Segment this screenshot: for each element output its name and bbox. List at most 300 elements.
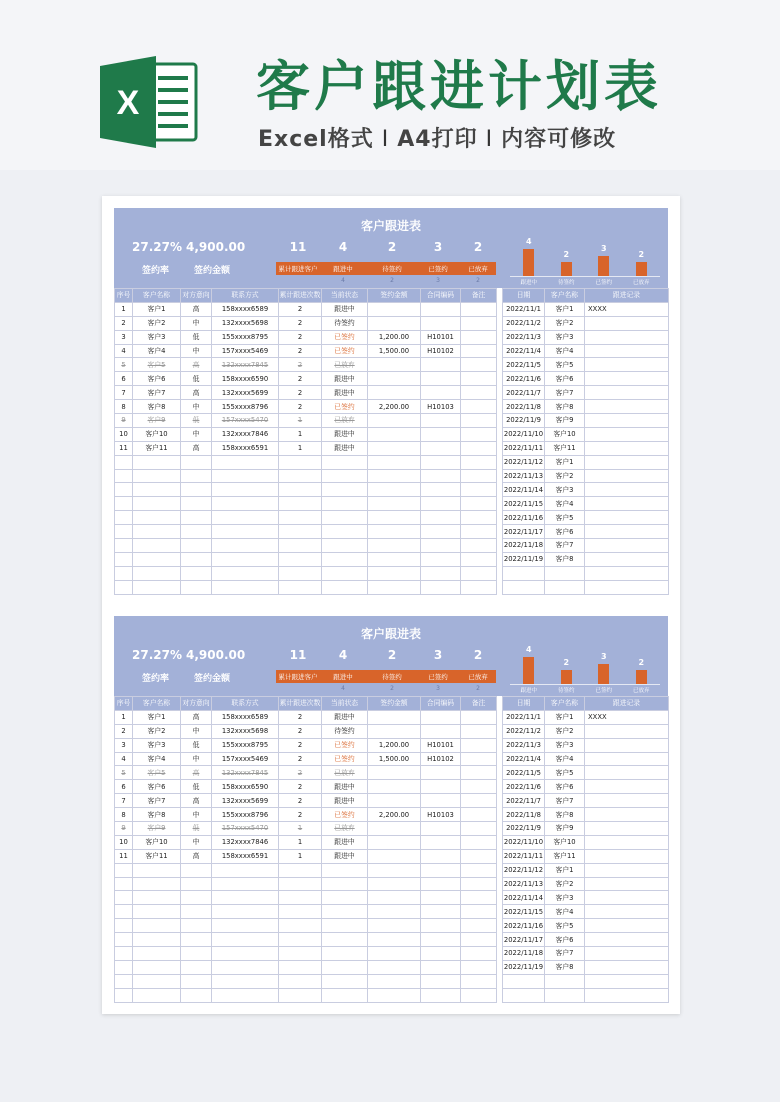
table-cell[interactable]: H10102 [421,752,461,766]
log-cell[interactable] [585,863,669,877]
table-row[interactable] [115,766,497,780]
table-cell[interactable] [421,863,461,877]
log-cell[interactable] [585,539,669,553]
table-cell[interactable]: 客户5 [133,766,181,780]
table-row[interactable] [115,552,497,566]
table-cell[interactable]: H10101 [421,330,461,344]
log-cell[interactable]: 2022/11/11 [503,849,545,863]
table-row[interactable] [115,877,497,891]
table-row[interactable] [115,566,497,580]
log-row[interactable] [503,933,669,947]
log-cell[interactable]: 客户5 [545,511,585,525]
log-cell[interactable]: 客户7 [545,947,585,961]
log-row[interactable] [503,539,669,553]
table-cell[interactable] [279,525,322,539]
table-row[interactable] [115,947,497,961]
table-cell[interactable]: 客户7 [133,386,181,400]
table-cell[interactable] [461,497,497,511]
log-cell[interactable]: 2022/11/9 [503,414,545,428]
log-cell[interactable]: 2022/11/3 [503,330,545,344]
table-cell[interactable]: 客户1 [133,302,181,316]
log-row[interactable] [503,849,669,863]
table-cell[interactable] [279,960,322,974]
table-cell[interactable]: 132xxxx7845 [212,358,279,372]
table-cell[interactable] [181,525,212,539]
log-cell[interactable]: 客户6 [545,372,585,386]
table-cell[interactable]: 高 [181,441,212,455]
table-row[interactable] [115,905,497,919]
table-cell[interactable]: 中 [181,835,212,849]
table-cell[interactable] [461,710,497,724]
table-cell[interactable]: H10102 [421,344,461,358]
table-cell[interactable]: 客户8 [133,400,181,414]
table-cell[interactable] [421,316,461,330]
table-cell[interactable]: 中 [181,344,212,358]
log-cell[interactable]: 2022/11/18 [503,947,545,961]
log-row[interactable] [503,344,669,358]
log-cell[interactable] [545,974,585,988]
table-cell[interactable] [421,794,461,808]
log-cell[interactable]: 客户7 [545,794,585,808]
table-cell[interactable]: 8 [115,400,133,414]
table-cell[interactable] [421,552,461,566]
log-cell[interactable]: 客户8 [545,808,585,822]
log-cell[interactable] [585,511,669,525]
table-cell[interactable] [115,469,133,483]
table-cell[interactable] [212,933,279,947]
table-cell[interactable]: 158xxxx6591 [212,849,279,863]
log-row[interactable] [503,835,669,849]
log-cell[interactable] [585,427,669,441]
table-cell[interactable] [115,497,133,511]
log-cell[interactable] [585,316,669,330]
table-cell[interactable] [461,780,497,794]
table-cell[interactable]: 3 [115,330,133,344]
log-cell[interactable]: 客户3 [545,891,585,905]
log-cell[interactable] [585,960,669,974]
table-cell[interactable]: 客户4 [133,752,181,766]
table-cell[interactable] [212,469,279,483]
table-cell[interactable] [461,933,497,947]
table-cell[interactable] [279,947,322,961]
table-cell[interactable] [421,414,461,428]
table-cell[interactable] [115,552,133,566]
table-cell[interactable]: 客户9 [133,822,181,836]
table-cell[interactable] [181,483,212,497]
log-cell[interactable] [585,738,669,752]
table-cell[interactable] [421,483,461,497]
table-cell[interactable] [368,919,421,933]
log-cell[interactable] [585,386,669,400]
log-cell[interactable] [585,469,669,483]
table-cell[interactable] [421,580,461,594]
log-cell[interactable] [585,752,669,766]
table-cell[interactable] [368,905,421,919]
table-cell[interactable] [461,738,497,752]
table-cell[interactable] [322,863,368,877]
table-cell[interactable]: 中 [181,400,212,414]
table-cell[interactable] [461,849,497,863]
table-cell[interactable] [212,566,279,580]
table-cell[interactable] [181,511,212,525]
table-cell[interactable]: 高 [181,710,212,724]
log-cell[interactable]: 2022/11/2 [503,724,545,738]
log-cell[interactable]: 客户9 [545,822,585,836]
table-row[interactable] [115,752,497,766]
log-cell[interactable]: 2022/11/13 [503,469,545,483]
table-cell[interactable] [115,960,133,974]
table-cell[interactable] [115,919,133,933]
table-cell[interactable] [115,539,133,553]
table-cell[interactable] [133,933,181,947]
table-cell[interactable]: 已放弃 [322,822,368,836]
table-cell[interactable] [368,539,421,553]
table-cell[interactable] [421,455,461,469]
table-cell[interactable] [279,891,322,905]
log-row[interactable] [503,497,669,511]
table-cell[interactable]: 132xxxx5698 [212,316,279,330]
table-cell[interactable] [461,877,497,891]
log-cell[interactable]: 客户11 [545,441,585,455]
table-cell[interactable] [461,344,497,358]
table-cell[interactable]: 157xxxx5470 [212,822,279,836]
table-row[interactable] [115,330,497,344]
log-cell[interactable] [503,974,545,988]
table-cell[interactable]: 158xxxx6590 [212,780,279,794]
log-cell[interactable]: 客户6 [545,525,585,539]
table-row[interactable] [115,525,497,539]
table-cell[interactable] [322,960,368,974]
log-row[interactable] [503,427,669,441]
table-cell[interactable] [368,849,421,863]
log-cell[interactable] [503,988,545,1002]
log-cell[interactable]: 2022/11/10 [503,427,545,441]
log-row[interactable] [503,808,669,822]
log-cell[interactable]: 客户10 [545,835,585,849]
table-cell[interactable] [133,947,181,961]
table-cell[interactable] [461,511,497,525]
log-row[interactable] [503,414,669,428]
log-cell[interactable]: 客户4 [545,752,585,766]
table-cell[interactable] [461,441,497,455]
table-cell[interactable] [115,891,133,905]
table-cell[interactable]: 待签约 [322,724,368,738]
table-cell[interactable] [322,919,368,933]
table-cell[interactable]: H10103 [421,400,461,414]
log-cell[interactable]: 2022/11/8 [503,808,545,822]
log-cell[interactable] [585,780,669,794]
table-cell[interactable]: 跟进中 [322,710,368,724]
table-cell[interactable] [212,525,279,539]
table-cell[interactable] [461,724,497,738]
table-cell[interactable] [115,580,133,594]
table-cell[interactable] [115,905,133,919]
table-cell[interactable]: 155xxxx8795 [212,330,279,344]
table-cell[interactable]: 2 [279,400,322,414]
log-cell[interactable]: 客户1 [545,302,585,316]
table-cell[interactable] [368,974,421,988]
log-cell[interactable]: 2022/11/7 [503,386,545,400]
table-cell[interactable] [115,566,133,580]
table-cell[interactable] [212,483,279,497]
table-cell[interactable] [322,974,368,988]
table-cell[interactable]: 2 [279,330,322,344]
table-row[interactable] [115,316,497,330]
log-cell[interactable] [585,344,669,358]
table-cell[interactable] [461,822,497,836]
table-cell[interactable]: 11 [115,441,133,455]
table-cell[interactable] [181,566,212,580]
table-cell[interactable] [212,580,279,594]
table-cell[interactable]: 155xxxx8796 [212,808,279,822]
log-cell[interactable]: 客户7 [545,386,585,400]
table-row[interactable] [115,794,497,808]
table-cell[interactable]: 2 [115,724,133,738]
table-cell[interactable]: 客户10 [133,427,181,441]
log-cell[interactable] [585,414,669,428]
log-row[interactable] [503,738,669,752]
table-row[interactable] [115,780,497,794]
table-cell[interactable]: 高 [181,358,212,372]
table-cell[interactable]: 客户2 [133,724,181,738]
table-row[interactable] [115,455,497,469]
log-cell[interactable]: 2022/11/15 [503,497,545,511]
log-cell[interactable]: 2022/11/9 [503,822,545,836]
log-row[interactable] [503,905,669,919]
table-cell[interactable]: 跟进中 [322,441,368,455]
table-cell[interactable] [461,891,497,905]
table-cell[interactable] [133,539,181,553]
table-cell[interactable] [368,511,421,525]
table-cell[interactable] [421,988,461,1002]
log-cell[interactable] [585,372,669,386]
table-cell[interactable]: 跟进中 [322,780,368,794]
log-cell[interactable]: 2022/11/5 [503,766,545,780]
log-cell[interactable] [585,988,669,1002]
log-row[interactable] [503,525,669,539]
table-cell[interactable]: 2 [279,344,322,358]
table-cell[interactable] [133,877,181,891]
table-cell[interactable] [133,919,181,933]
table-cell[interactable]: 1,500.00 [368,752,421,766]
table-row[interactable] [115,919,497,933]
table-cell[interactable] [133,580,181,594]
log-cell[interactable] [585,497,669,511]
table-cell[interactable] [115,455,133,469]
table-cell[interactable] [461,794,497,808]
table-cell[interactable] [212,988,279,1002]
table-cell[interactable] [279,566,322,580]
table-cell[interactable] [368,441,421,455]
table-cell[interactable]: 高 [181,849,212,863]
table-cell[interactable] [133,988,181,1002]
table-cell[interactable] [279,919,322,933]
table-row[interactable] [115,427,497,441]
table-cell[interactable]: 1 [279,441,322,455]
table-cell[interactable] [212,947,279,961]
table-cell[interactable]: 2 [279,358,322,372]
table-cell[interactable] [115,483,133,497]
log-cell[interactable]: 2022/11/12 [503,455,545,469]
table-cell[interactable] [279,877,322,891]
table-cell[interactable]: 9 [115,822,133,836]
table-cell[interactable] [181,863,212,877]
table-cell[interactable] [421,710,461,724]
log-row[interactable] [503,919,669,933]
table-cell[interactable] [461,330,497,344]
table-cell[interactable] [421,441,461,455]
table-cell[interactable]: 高 [181,302,212,316]
table-cell[interactable]: 2,200.00 [368,400,421,414]
table-row[interactable] [115,933,497,947]
log-cell[interactable]: 2022/11/14 [503,891,545,905]
table-cell[interactable] [133,863,181,877]
table-cell[interactable] [322,469,368,483]
table-cell[interactable] [279,863,322,877]
table-cell[interactable] [368,947,421,961]
table-cell[interactable] [421,539,461,553]
log-row[interactable] [503,794,669,808]
log-cell[interactable]: 2022/11/4 [503,752,545,766]
table-cell[interactable]: 客户7 [133,794,181,808]
log-cell[interactable] [585,400,669,414]
table-cell[interactable] [279,974,322,988]
table-cell[interactable] [368,933,421,947]
table-cell[interactable] [279,552,322,566]
log-cell[interactable] [585,808,669,822]
table-cell[interactable]: 7 [115,386,133,400]
table-cell[interactable] [368,358,421,372]
log-cell[interactable] [585,358,669,372]
table-cell[interactable] [322,483,368,497]
table-cell[interactable]: 已放弃 [322,414,368,428]
table-cell[interactable]: 客户2 [133,316,181,330]
log-cell[interactable]: 2022/11/1 [503,302,545,316]
table-cell[interactable] [421,933,461,947]
table-cell[interactable]: 2 [279,386,322,400]
table-row[interactable] [115,372,497,386]
table-cell[interactable] [421,766,461,780]
table-cell[interactable]: 低 [181,330,212,344]
log-cell[interactable]: 2022/11/3 [503,738,545,752]
table-cell[interactable] [279,988,322,1002]
table-cell[interactable]: 跟进中 [322,372,368,386]
log-row[interactable] [503,752,669,766]
table-cell[interactable]: 跟进中 [322,427,368,441]
table-cell[interactable]: 2 [279,724,322,738]
table-cell[interactable] [322,539,368,553]
table-cell[interactable]: 158xxxx6589 [212,302,279,316]
table-cell[interactable]: 2 [279,794,322,808]
log-cell[interactable] [585,905,669,919]
log-cell[interactable]: 客户5 [545,358,585,372]
table-cell[interactable]: 客户6 [133,780,181,794]
log-cell[interactable] [585,724,669,738]
table-cell[interactable] [322,566,368,580]
table-cell[interactable] [421,358,461,372]
table-cell[interactable] [421,905,461,919]
log-cell[interactable]: 客户1 [545,863,585,877]
table-cell[interactable] [115,863,133,877]
log-cell[interactable]: 2022/11/6 [503,780,545,794]
table-cell[interactable]: 高 [181,766,212,780]
table-cell[interactable]: 客户1 [133,710,181,724]
log-cell[interactable]: XXXX [585,710,669,724]
log-row[interactable] [503,469,669,483]
table-cell[interactable] [421,849,461,863]
table-cell[interactable] [368,580,421,594]
table-row[interactable] [115,511,497,525]
log-cell[interactable]: 2022/11/1 [503,710,545,724]
table-cell[interactable] [368,316,421,330]
table-cell[interactable] [279,469,322,483]
table-cell[interactable] [212,863,279,877]
table-cell[interactable]: 已放弃 [322,766,368,780]
table-cell[interactable]: 已签约 [322,344,368,358]
table-row[interactable] [115,808,497,822]
table-cell[interactable]: 已签约 [322,752,368,766]
table-cell[interactable] [461,752,497,766]
table-cell[interactable] [368,386,421,400]
log-cell[interactable]: 客户7 [545,539,585,553]
table-cell[interactable]: 1,200.00 [368,738,421,752]
table-cell[interactable]: 158xxxx6590 [212,372,279,386]
table-cell[interactable] [133,455,181,469]
table-cell[interactable] [133,891,181,905]
table-cell[interactable] [461,960,497,974]
table-cell[interactable] [421,974,461,988]
log-cell[interactable] [585,525,669,539]
table-cell[interactable]: 132xxxx5698 [212,724,279,738]
table-cell[interactable] [461,566,497,580]
table-cell[interactable] [368,566,421,580]
log-cell[interactable] [585,552,669,566]
table-cell[interactable]: 低 [181,738,212,752]
table-cell[interactable]: 155xxxx8795 [212,738,279,752]
table-cell[interactable]: 8 [115,808,133,822]
table-cell[interactable]: 158xxxx6591 [212,441,279,455]
log-cell[interactable] [503,580,545,594]
log-row[interactable] [503,877,669,891]
table-cell[interactable] [421,497,461,511]
log-row[interactable] [503,891,669,905]
table-cell[interactable] [133,511,181,525]
table-cell[interactable]: 1,500.00 [368,344,421,358]
table-cell[interactable] [133,469,181,483]
table-cell[interactable] [212,511,279,525]
table-cell[interactable] [279,580,322,594]
table-cell[interactable]: 2 [279,738,322,752]
table-cell[interactable]: 低 [181,372,212,386]
table-cell[interactable] [322,988,368,1002]
table-cell[interactable]: 6 [115,372,133,386]
log-cell[interactable]: 2022/11/5 [503,358,545,372]
table-cell[interactable] [181,455,212,469]
table-cell[interactable]: 3 [115,738,133,752]
table-cell[interactable]: 7 [115,794,133,808]
log-row[interactable] [503,400,669,414]
table-cell[interactable] [181,877,212,891]
log-cell[interactable]: 客户5 [545,766,585,780]
table-cell[interactable] [368,780,421,794]
table-cell[interactable] [279,455,322,469]
log-cell[interactable]: 客户2 [545,316,585,330]
log-cell[interactable] [585,455,669,469]
log-cell[interactable] [545,988,585,1002]
table-cell[interactable]: 待签约 [322,316,368,330]
table-cell[interactable]: 132xxxx7846 [212,835,279,849]
table-cell[interactable]: 10 [115,427,133,441]
